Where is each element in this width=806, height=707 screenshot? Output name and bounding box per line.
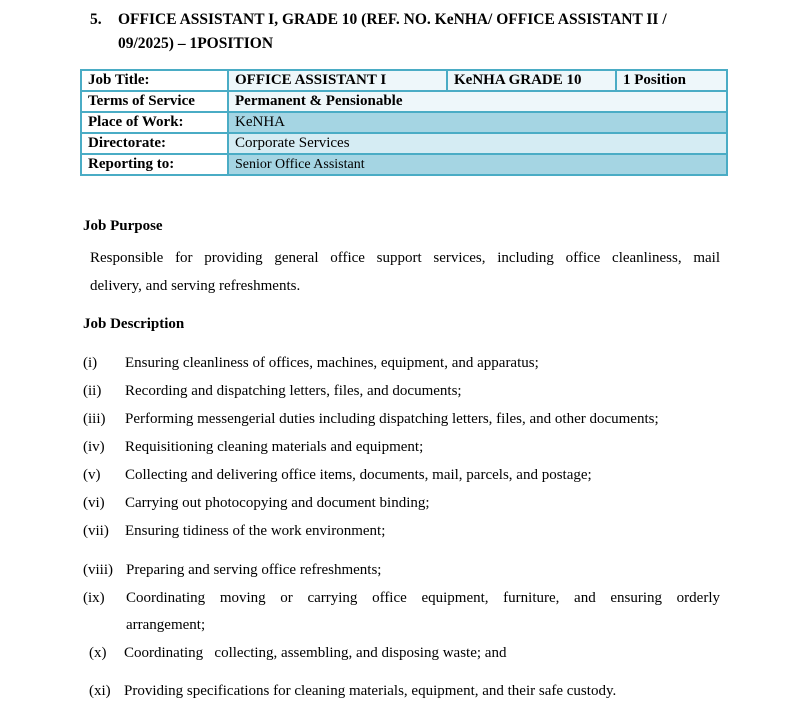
list-item (83, 588, 733, 636)
item-number: (ix) (83, 590, 105, 606)
job-description-title: Job Description (83, 316, 185, 332)
reporting-value: Senior Office Assistant (228, 154, 727, 175)
item-number: (x) (89, 645, 107, 661)
item-number: (vii) (83, 523, 109, 539)
item-text: Preparing and serving office refreshments; (126, 562, 382, 578)
row-label: Job Title: (81, 70, 228, 91)
job-info-table (80, 69, 728, 176)
row-label: Place of Work: (81, 112, 228, 133)
item-number: (xi) (89, 683, 111, 699)
row-label: Reporting to: (81, 154, 228, 175)
job-purpose-text (90, 244, 720, 300)
row-label: Directorate: (81, 133, 228, 154)
item-text: Ensuring cleanliness of offices, machines, equipment, and apparatus; (125, 355, 539, 371)
directorate-value: Corporate Services (228, 133, 727, 154)
item-number: (v) (83, 467, 101, 483)
place-value: KeNHA (228, 112, 727, 133)
heading-line-2: 09/2025) – 1POSITION (118, 35, 274, 52)
table-row-terms (81, 91, 727, 112)
item-text: Performing messengerial duties including dispatching letters, files, and other documents; (125, 411, 659, 427)
item-number: (iii) (83, 411, 106, 427)
table-row-place (81, 112, 727, 133)
item-number: (vi) (83, 495, 105, 511)
job-purpose-line-1: Responsible for providing general office support services, including office cleanliness, mail (90, 250, 720, 266)
positions-value: 1 Position (616, 70, 727, 91)
item-text: Coordinating moving or carrying office equipment, furniture, and ensuring orderly (126, 590, 720, 606)
item-text: Recording and dispatching letters, files, and documents; (125, 383, 462, 399)
section-heading (90, 8, 730, 56)
table-row-job-title (81, 70, 727, 91)
item-number: (ii) (83, 383, 102, 399)
item-text-continued: arrangement; (126, 617, 206, 633)
table-row-directorate (81, 133, 727, 154)
item-text: Coordinating collecting, assembling, and disposing waste; and (124, 645, 507, 661)
item-number: (viii) (83, 562, 113, 578)
job-purpose-title: Job Purpose (83, 218, 163, 234)
heading-line-1: OFFICE ASSISTANT I, GRADE 10 (REF. NO. KeNHA/ OFFICE ASSISTANT II / (118, 11, 667, 28)
item-number: (iv) (83, 439, 105, 455)
job-purpose-line-2: delivery, and serving refreshments. (90, 278, 301, 294)
item-text: Collecting and delivering office items, documents, mail, parcels, and postage; (125, 467, 592, 483)
item-text: Ensuring tidiness of the work environment; (125, 523, 386, 539)
job-title-value: OFFICE ASSISTANT I (228, 70, 447, 91)
section-number: 5. (90, 11, 102, 28)
item-text: Carrying out photocopying and document binding; (125, 495, 430, 511)
row-label: Terms of Service (81, 91, 228, 112)
item-text: Requisitioning cleaning materials and equipment; (125, 439, 424, 455)
grade-value: KeNHA GRADE 10 (447, 70, 616, 91)
item-number: (i) (83, 355, 98, 371)
table-row-reporting (81, 154, 727, 175)
terms-value: Permanent & Pensionable (228, 91, 727, 112)
item-text: Providing specifications for cleaning materials, equipment, and their safe custody. (124, 683, 617, 699)
